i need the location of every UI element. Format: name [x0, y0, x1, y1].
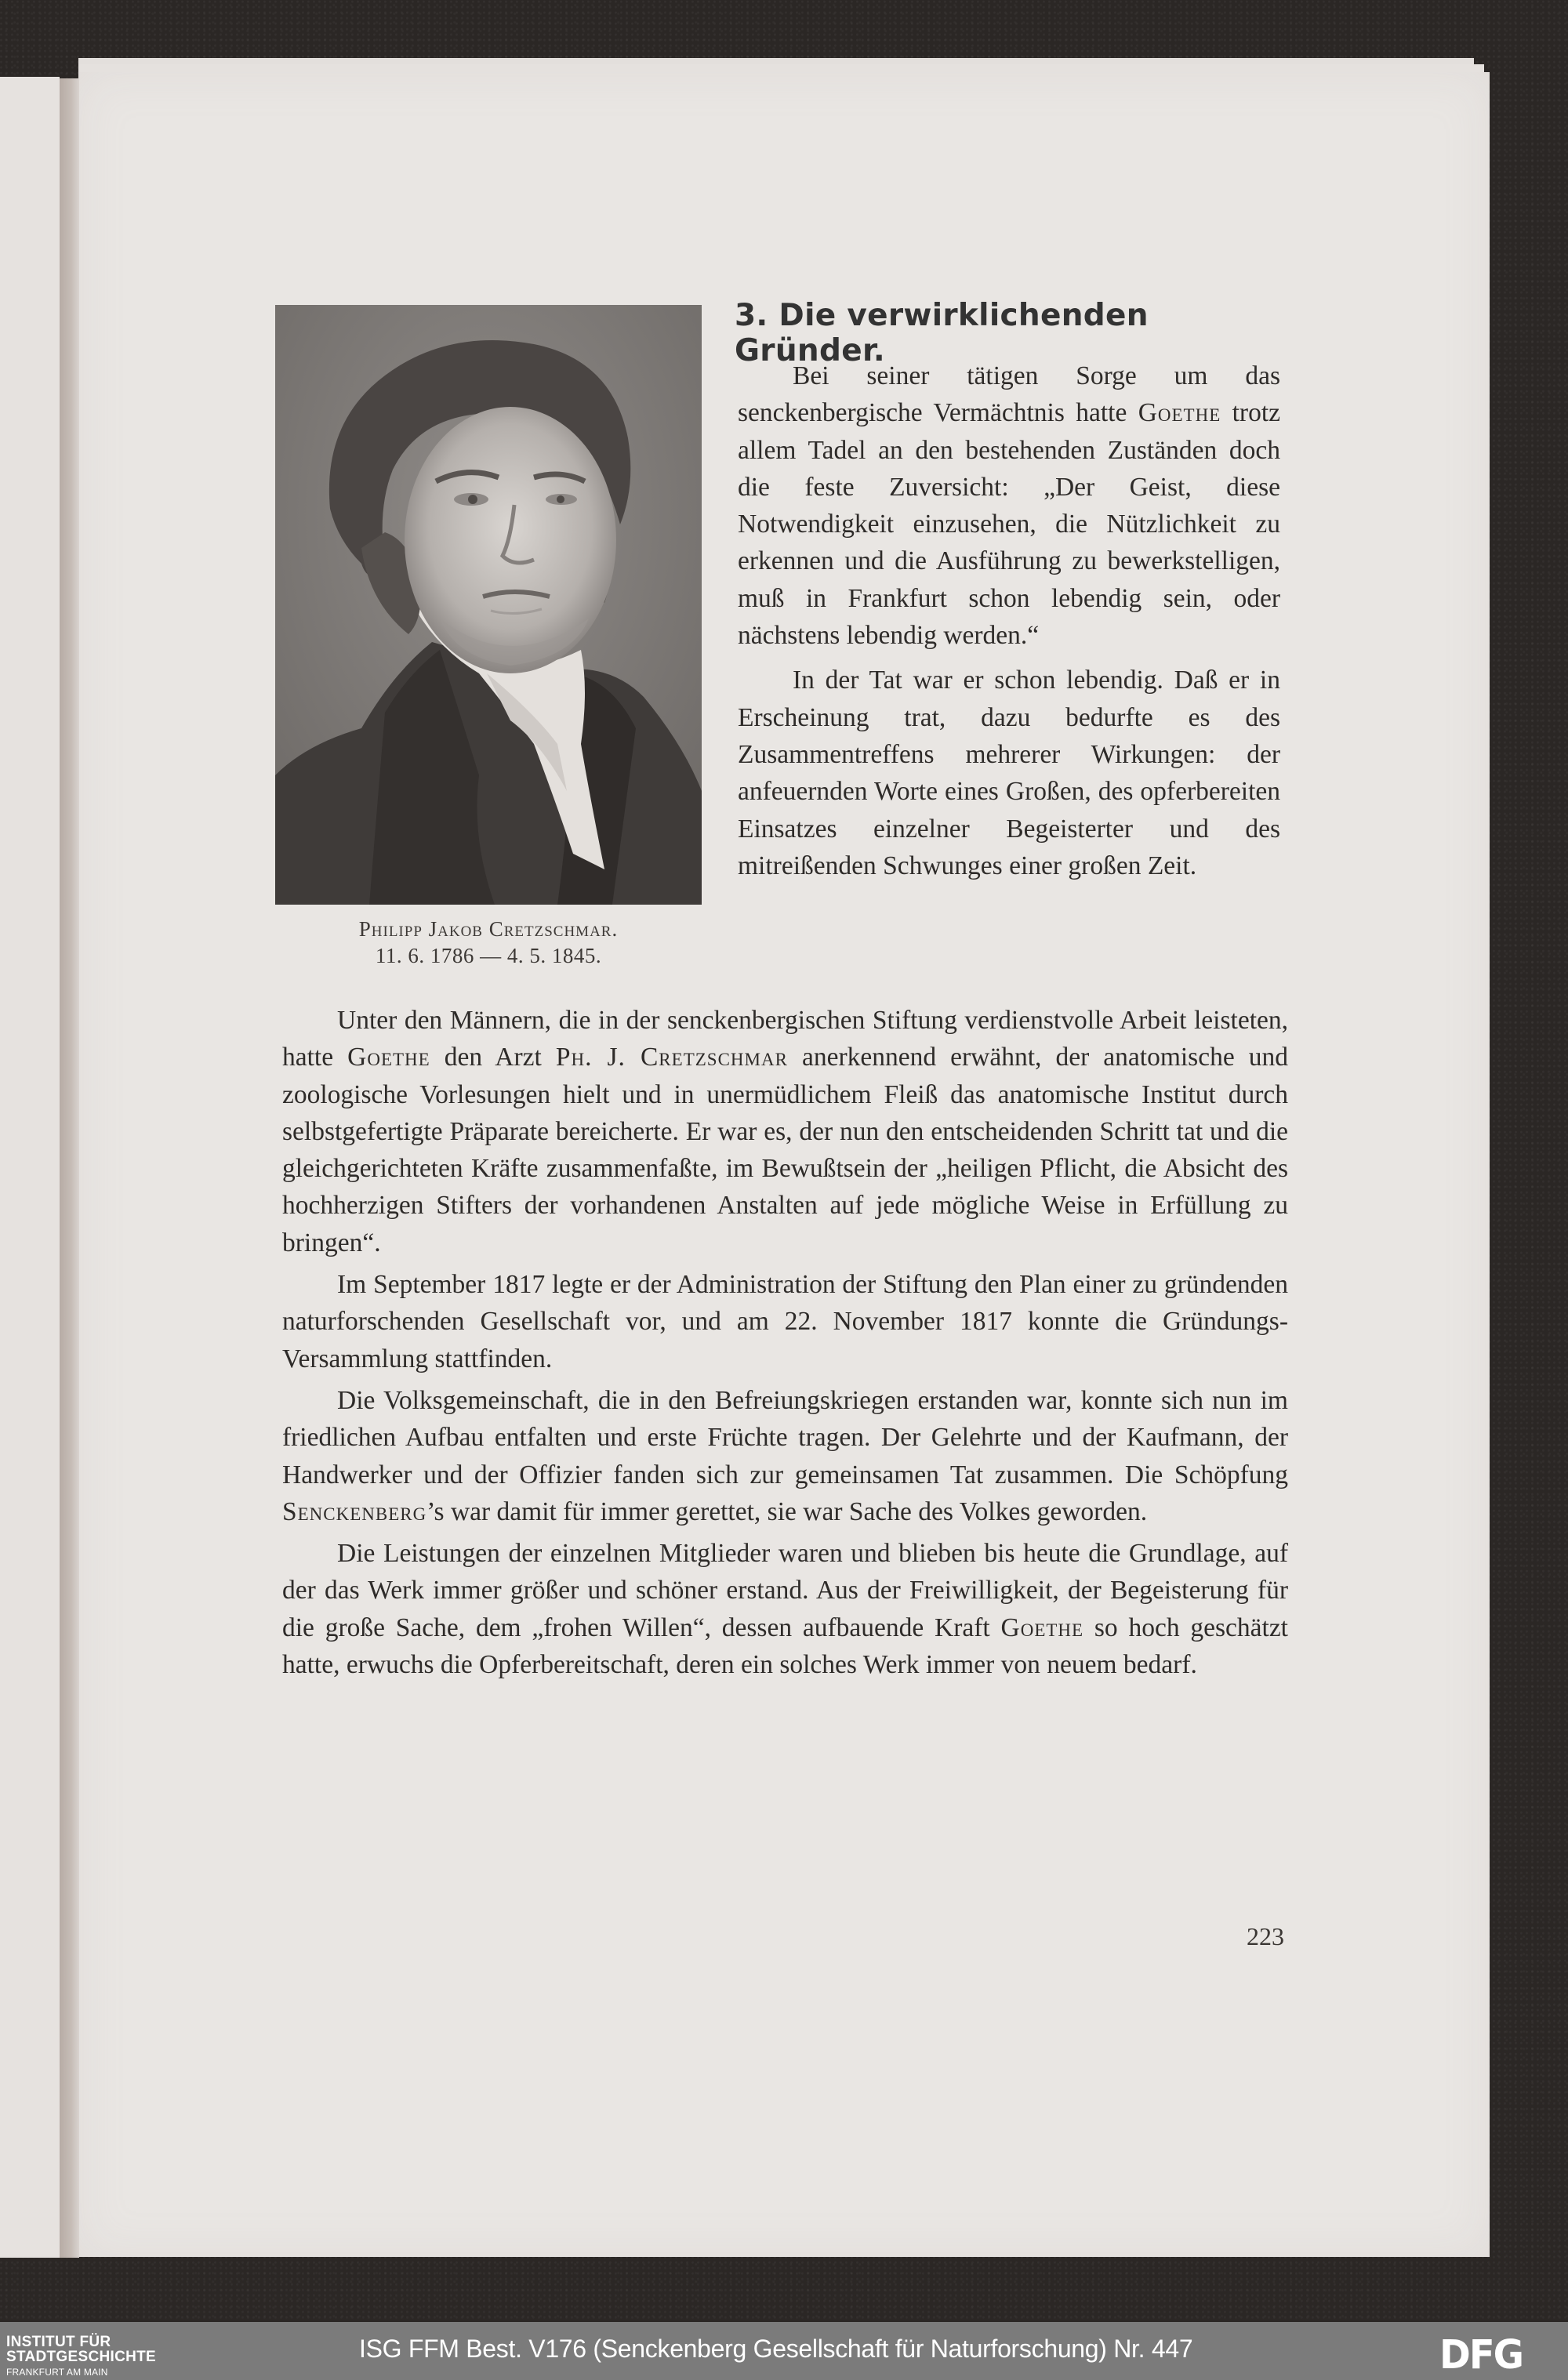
portrait-caption [275, 916, 702, 969]
page-number: 223 [1247, 1922, 1284, 1950]
portrait-dates: 11. 6. 1786 — 4. 5. 1845. [375, 944, 602, 967]
text-run: den Arzt [430, 1043, 556, 1072]
paragraph-4: Im September 1817 legte er der Administration der Stiftung den Plan einer zu gründenden naturforschenden Gesellschaft vor, und am 22. November 1817 konnte die Gründungs-Versammlung stattfinden. [282, 1270, 1288, 1373]
text-run: Bei seiner tätigen Sorge um das senckenbergische Vermächtnis hatte [738, 361, 1280, 428]
portrait-subject-name: Philipp Jakob Cretzschmar. [358, 917, 619, 941]
full-width-text [282, 1002, 1288, 1688]
institute-logo-line-1: INSTITUT FÜR [6, 2334, 111, 2350]
facing-page-edge [0, 77, 60, 2258]
paragraph-2: In der Tat war er schon lebendig. Daß er in Erscheinung trat, dazu bedurfte es des Zusammentreffens mehrerer Wirkungen: der anfeuernden Worte eines Großen, des opferbereiten Einsatzes einzelner Begeisterter und des mitreißenden Schwunges einer großen Zeit. [738, 666, 1280, 880]
text-run: Unter den Männern, die in der senckenbergischen Stiftung verdienstvolle Arbeit leisteten, hatte [282, 1006, 1288, 1072]
institute-logo[interactable] [6, 2335, 156, 2377]
institute-logo-line-2: STADTGESCHICHTE [6, 2349, 156, 2365]
text-run: Die Volksgemeinschaft, die in den Befreiungskriegen erstanden war, konnte sich nun im friedlichen Aufbau entfalten und erste Früchte tragen. Der Gelehrte und der Kaufmann, der Handwerker und der Offizier fanden sich zur gemeinsamen Tat zusammen. Die Schöpfung [282, 1385, 1288, 1489]
right-column-text [738, 357, 1280, 884]
small-caps-name: Goethe [1000, 1613, 1084, 1642]
small-caps-name: Ph. J. Cretzschmar [555, 1043, 788, 1072]
paragraph-3 [282, 1002, 1288, 1261]
paragraph-6 [282, 1535, 1288, 1683]
text-run: trotz allem Tadel an den bestehenden Zuständen doch die feste Zuversicht: „Der Geist, diese Notwendigkeit einzusehen, die Nützlichkeit zu erkennen und die Ausführung zu bewerkstelligen, muß in Frankfurt schon lebendig sein, oder nächstens lebendig werden.“ [738, 398, 1281, 651]
book-gutter [60, 78, 79, 2258]
text-run: anerkennend erwähnt, der anatomische und zoologische Vorlesungen hielt und in unermüdlichem Fleiß das anatomische Institut durch selbstgefertigte Präparate bereicherte. Er war es, der nun den entscheidenden Schritt tat und die gleichgerichteten Kräfte zusammenfaßte, im Bewußtsein der „heiligen Pflicht, die Absicht des hochherzigen Stifters der vorhandenen Anstalten auf jede mögliche Weise in Erfüllung zu bringen“. [282, 1043, 1288, 1257]
section-heading: 3. Die verwirklichenden Gründer. [735, 298, 1149, 368]
archive-reference-title: ISG FFM Best. V176 (Senckenberg Gesellschaft für Naturforschung) Nr. 447 [359, 2335, 1193, 2363]
footer-bar [0, 2322, 1568, 2380]
small-caps-name: Goethe [347, 1043, 430, 1072]
dfg-logo[interactable]: DFG [1439, 2331, 1523, 2378]
paragraph-5 [282, 1382, 1288, 1530]
small-caps-name: Senckenberg [282, 1497, 427, 1526]
institute-logo-line-3: FRANKFURT AM MAIN [6, 2367, 108, 2378]
text-run: ’s war damit für immer gerettet, sie war Sache des Volkes geworden. [426, 1497, 1148, 1526]
portrait-engraving-illustration [275, 305, 702, 905]
paragraph-1 [738, 357, 1280, 654]
small-caps-name: Goethe [1138, 398, 1221, 428]
portrait-image [275, 305, 702, 905]
text-run: Die Leistungen der einzelnen Mitglieder waren und blieben bis heute die Grundlage, auf der das Werk immer größer und schöner erstand. Aus der Freiwilligkeit, der Begeisterung für die große Sache, dem „frohen Willen“, dessen aufbauende Kraft [282, 1539, 1288, 1642]
text-run: so hoch geschätzt hatte, erwuchs die Opferbereitschaft, deren ein solches Werk immer von neuem bedarf. [282, 1613, 1288, 1680]
